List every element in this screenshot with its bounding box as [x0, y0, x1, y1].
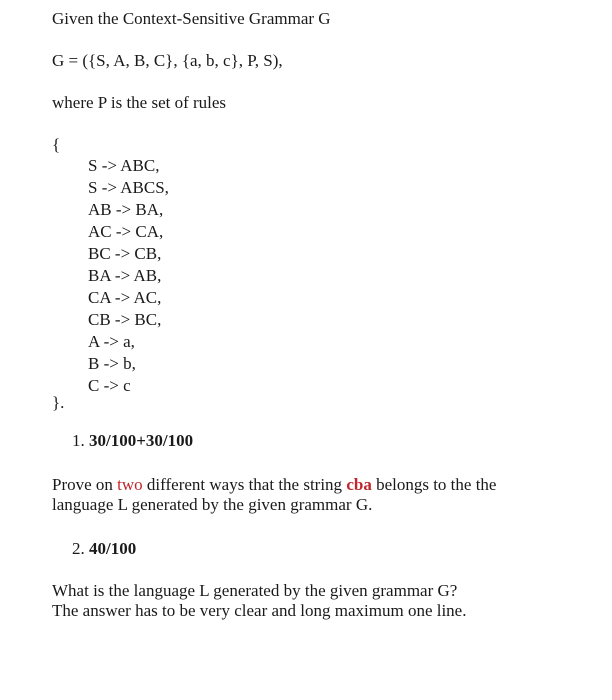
rule-item: B -> b,	[88, 354, 136, 373]
question-1-highlight-two: two	[117, 475, 143, 494]
rule-item: CA -> AC,	[88, 288, 162, 307]
rule-item: CB -> BC,	[88, 310, 162, 329]
rule-item: BC -> CB,	[88, 244, 162, 263]
rules-intro: where P is the set of rules	[52, 93, 227, 112]
grammar-definition: G = ({S, A, B, C}, {a, b, c}, P, S),	[52, 51, 283, 70]
rule-item: S -> ABCS,	[88, 178, 169, 197]
rule-item: AB -> BA,	[88, 200, 164, 219]
question-2-score: 40/100	[89, 539, 137, 558]
rule-item: BA -> AB,	[88, 266, 162, 285]
question-2-heading	[72, 538, 136, 560]
rule-item: A -> a,	[88, 332, 135, 351]
question-2-number: 2.	[72, 539, 85, 558]
close-brace: }.	[52, 393, 65, 412]
question-1-text-part-3: belongs to the the	[376, 475, 497, 494]
rule-item: S -> ABC,	[88, 156, 160, 175]
question-1-text-line-2: language L generated by the given grammar G.	[52, 495, 373, 514]
rule-item: C -> c	[88, 376, 131, 395]
question-2-text-line-2: The answer has to be very clear and long maximum one line.	[52, 601, 467, 620]
question-1-text-line-1	[52, 474, 496, 496]
production-rules	[88, 155, 169, 397]
document-title: Given the Context-Sensitive Grammar G	[52, 9, 331, 28]
question-1-heading	[72, 430, 193, 452]
question-1-number: 1.	[72, 431, 85, 450]
question-2-text-line-1: What is the language L generated by the given grammar G?	[52, 581, 458, 600]
open-brace: {	[52, 135, 61, 154]
question-1-highlight-string: cba	[346, 475, 372, 494]
question-1-text-part-1: Prove on	[52, 475, 113, 494]
rule-item: AC -> CA,	[88, 222, 164, 241]
question-1-text-part-2: different ways that the string	[146, 475, 343, 494]
question-1-score: 30/100+30/100	[89, 431, 194, 450]
